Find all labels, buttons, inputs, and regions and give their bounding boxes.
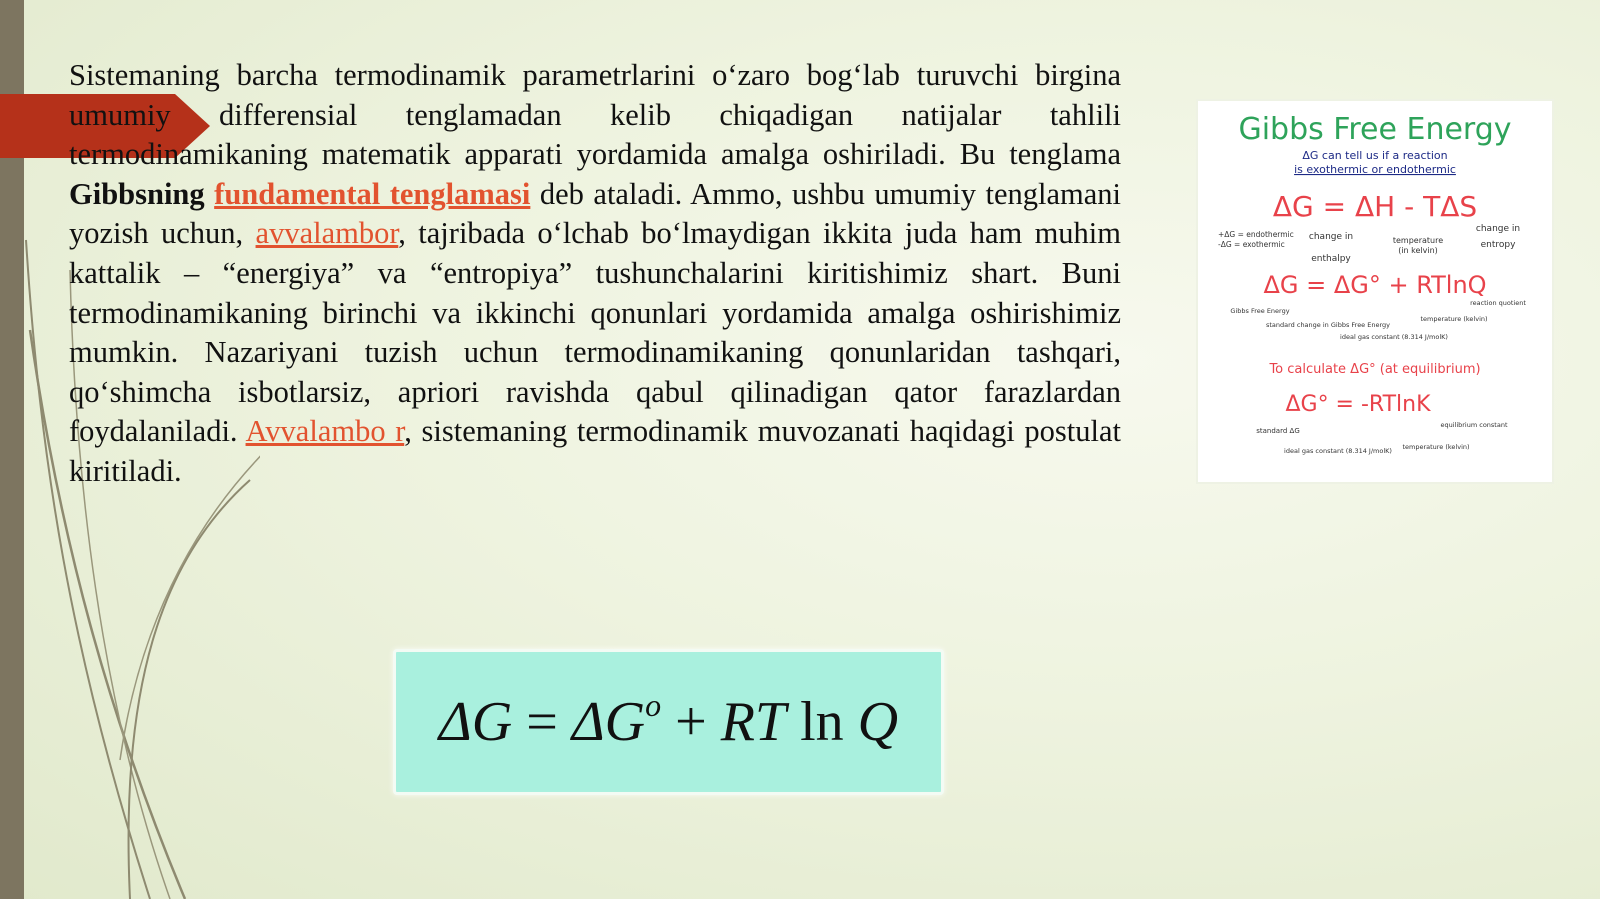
card-note-temp3: temperature (kelvin)	[1420, 315, 1488, 323]
card-note-ideal: ideal gas constant (8.314 J/molK)	[1340, 333, 1448, 341]
card-subtitle-1: ΔG can tell us if a reaction	[1302, 149, 1448, 162]
formula-equals: =	[512, 691, 572, 753]
main-paragraph	[69, 56, 1121, 492]
card-note-enthalpy2: enthalpy	[1311, 254, 1351, 264]
formula-delta-g: ΔG	[438, 691, 513, 753]
link-avvalambor[interactable]: avvalambor	[255, 216, 399, 251]
formula-q: Q	[857, 691, 899, 753]
link-avvalambor-2[interactable]: Avvalambo r	[245, 414, 405, 449]
card-eq1: ΔG = ΔH - TΔS	[1272, 190, 1478, 223]
gibbs-formula-box	[393, 649, 944, 795]
card-title: Gibbs Free Energy	[1238, 112, 1512, 147]
card-note-entropy2: entropy	[1480, 240, 1516, 250]
card-subtitle-2: is exothermic or endothermic	[1294, 163, 1456, 176]
card-note-std2: standard ΔG	[1256, 427, 1300, 435]
paragraph-text-4: , sistemaning termodinamik muvozanati haqidagi postulat kiritiladi.	[69, 414, 1121, 488]
card-note-std: standard change in Gibbs Free Energy	[1265, 321, 1391, 329]
gibbs-free-energy-image	[1196, 99, 1554, 484]
card-note-sign1: +ΔG = endothermic	[1218, 230, 1294, 239]
paragraph-bold-gibbsning: Gibbsning	[69, 176, 205, 211]
formula-plus: +	[661, 691, 721, 753]
card-note-rq: reaction quotient	[1470, 299, 1526, 307]
link-fundamental-tenglamasi[interactable]: fundamental tenglamasi	[214, 176, 531, 211]
card-note-temp4: temperature (kelvin)	[1402, 443, 1470, 451]
paragraph-text-2: deb ataladi. Ammo, ushbu umumiy tenglamani yozish uchun,	[69, 176, 1122, 251]
card-note-entropy1: change in	[1475, 224, 1521, 234]
formula-ln: ln	[786, 691, 858, 753]
formula-rt: RT	[720, 691, 787, 753]
paragraph-text-3: , tajribada oʻlchab boʻlmaydigan ikkita juda ham muhim kattalik – “energiya” va “entropiya” tushunchalarini kiritishimiz shart. Buni termodinamikaning birinchi va ikkinchi qonunlari yordamida amalga oshirishimiz mumkin. Nazariyani tuzish uchun termodinamikaning qonunlaridan tashqari, qoʻshimcha isbotlarsiz, apriori ravishda qabul qilinadigan qator farazlardan foydalaniladi.	[69, 216, 1121, 449]
paragraph-text-1: Sistemaning barcha termodinamik parametrlarini oʻzaro bogʻlab turuvchi birgina umumiy differensial tenglamadan kelib chiqadigan natijalar tahlili termodinamikaning matematik apparati yordamida amalga oshiriladi. Bu tenglama	[69, 58, 1121, 172]
card-eq2: ΔG = ΔG° + RTlnQ	[1263, 271, 1487, 299]
card-eq3: ΔG° = -RTlnK	[1285, 392, 1431, 417]
card-note-enthalpy1: change in	[1308, 232, 1354, 242]
card-note-sign2: -ΔG = exothermic	[1218, 240, 1285, 249]
card-note-temp1: temperature	[1392, 236, 1444, 245]
formula-superscript: o	[645, 687, 662, 724]
card-note-ideal2: ideal gas constant (8.314 J/molK)	[1284, 447, 1392, 455]
card-note-eq: equilibrium constant	[1440, 421, 1508, 429]
card-calc: To calculate ΔG° (at equilibrium)	[1269, 362, 1481, 377]
card-note-gfe: Gibbs Free Energy	[1230, 307, 1290, 315]
formula-delta-g0: $\Delta G^o$	[571, 687, 662, 753]
card-note-temp2: (in kelvin)	[1398, 246, 1438, 255]
